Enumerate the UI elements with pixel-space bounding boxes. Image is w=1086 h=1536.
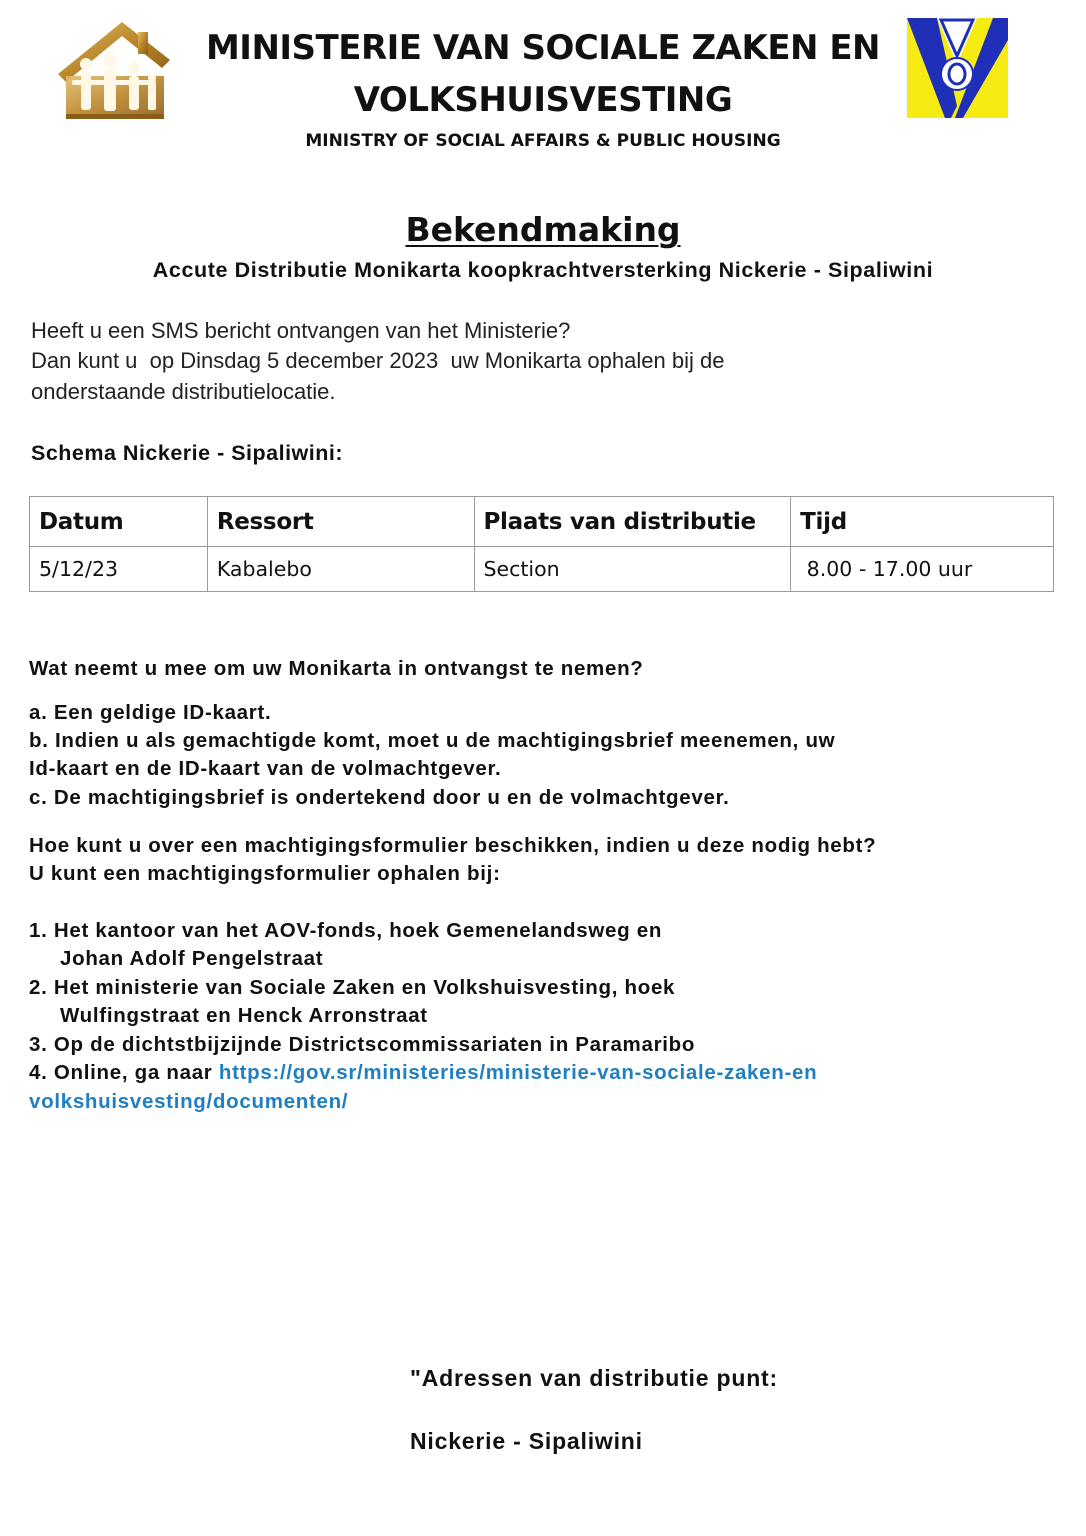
notice-heading-text: Bekendmaking	[405, 210, 681, 249]
online-prefix: 4. Online, ga naar	[29, 1061, 219, 1084]
column-header-datum: Datum	[30, 497, 208, 547]
intro-line-1: Heeft u een SMS bericht ontvangen van het Ministerie?	[31, 318, 571, 343]
intro-line-3: onderstaande distributielocatie.	[31, 379, 336, 404]
documents-link[interactable]: https://gov.sr/ministeries/ministerie-van-sociale-zaken-en	[218, 1061, 818, 1084]
distribution-schedule-table	[29, 496, 1054, 592]
house-family-icon	[52, 20, 176, 122]
pickup-location-2-line-2: Wulfingstraat en Henck Arronstraat	[60, 1004, 428, 1027]
requirement-item-b-line-2: Id-kaart en de ID-kaart van de volmachtgever.	[29, 757, 502, 780]
ministry-title-line-2: VOLKSHUISVESTING	[353, 80, 733, 120]
distribution-location: Nickerie - Sipaliwini	[410, 1428, 643, 1454]
notice-heading	[0, 208, 1086, 252]
form-question-line-2: U kunt een machtigingsformulier ophalen bij:	[29, 862, 501, 885]
pickup-location-1-line-2: Johan Adolf Pengelstraat	[60, 947, 324, 970]
column-header-ressort: Ressort	[207, 497, 474, 547]
notice-subheading: Accute Distributie Monikarta koopkrachtversterking Nickerie - Sipaliwini	[152, 258, 934, 282]
intro-line-2: Dan kunt u op Dinsdag 5 december 2023 uw Monikarta ophalen bij de	[31, 348, 725, 373]
cell-datum: 5/12/23	[30, 547, 208, 592]
table-row	[30, 547, 1054, 592]
requirement-item-a: a. Een geldige ID-kaart.	[29, 701, 272, 724]
documents-link-continued	[29, 1087, 348, 1116]
pickup-location-1-line-1: 1. Het kantoor van het AOV-fonds, hoek Gemenelandsweg en	[29, 919, 663, 942]
pickup-location-4	[29, 1058, 817, 1087]
requirement-item-c: c. De machtigingsbrief is ondertekend door u en de volmachtgever.	[29, 786, 730, 809]
pickup-location-3: 3. Op de dichtstbijzijnde Districtscommissariaten in Paramaribo	[29, 1033, 696, 1056]
column-header-tijd: Tijd	[791, 497, 1054, 547]
requirements-question: Wat neemt u mee om uw Monikarta in ontvangst te nemen?	[29, 657, 644, 680]
cell-tijd: 8.00 - 17.00 uur	[791, 547, 1054, 592]
documents-link-line-2[interactable]: volkshuisvesting/documenten/	[29, 1090, 349, 1113]
form-question-line-1: Hoe kunt u over een machtigingsformulier beschikken, indien u deze nodig hebt?	[29, 834, 877, 857]
cell-plaats: Section	[474, 547, 791, 592]
column-header-plaats: Plaats van distributie	[474, 497, 791, 547]
aov-logo	[907, 18, 1008, 118]
pickup-location-2-line-1: 2. Het ministerie van Sociale Zaken en Volkshuisvesting, hoek	[29, 976, 676, 999]
table-header-row	[30, 497, 1054, 547]
requirement-item-b-line-1: b. Indien u als gemachtigde komt, moet u de machtigingsbrief meenemen, uw	[29, 729, 836, 752]
addresses-label: "Adressen van distributie punt:	[410, 1365, 778, 1391]
ministry-title-line-1: MINISTERIE VAN SOCIALE ZAKEN EN	[205, 28, 881, 68]
schema-label: Schema Nickerie - Sipaliwini:	[31, 441, 344, 465]
cell-ressort: Kabalebo	[207, 547, 474, 592]
ministry-subtitle: MINISTRY OF SOCIAL AFFAIRS & PUBLIC HOUSING	[305, 131, 781, 151]
ministry-house-logo	[52, 20, 176, 122]
aov-emblem-icon	[907, 18, 1008, 118]
